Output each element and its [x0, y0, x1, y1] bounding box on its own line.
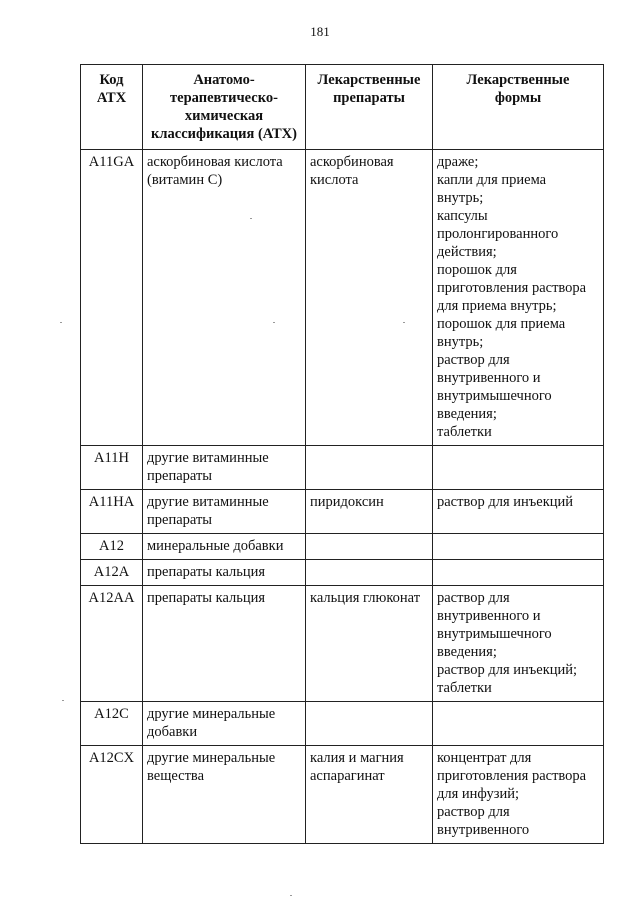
cell-text-line: другие минеральные [147, 706, 276, 722]
cell-text-line: добавки [147, 724, 198, 740]
cell-text-line: введения; [437, 406, 497, 422]
cell-text-line: калия и магния [310, 750, 404, 766]
cell-text-line: препараты [147, 468, 213, 484]
cell-text-line: кислота [310, 172, 359, 188]
cell-atc-code: A12A [81, 560, 143, 586]
cell-classification [143, 534, 306, 560]
cell-text-line: порошок для приема [437, 316, 566, 332]
cell-classification [143, 150, 306, 446]
cell-atc-code: A12C [81, 702, 143, 746]
table-row [81, 702, 604, 746]
cell-text-line: минеральные добавки [147, 538, 284, 554]
header-text-line: Анатомо- [193, 72, 255, 88]
cell-drug [306, 490, 433, 534]
cell-text-line: концентрат для [437, 750, 532, 766]
cell-drug [306, 560, 433, 586]
cell-text-line: действия; [437, 244, 497, 260]
table-row [81, 746, 604, 844]
cell-text-line: драже; [437, 154, 479, 170]
page-number: 181 [310, 24, 330, 39]
header-text-line: препараты [333, 90, 405, 106]
cell-text-line: для инфузий; [437, 786, 519, 802]
cell-dosage-forms [433, 702, 604, 746]
cell-drug [306, 534, 433, 560]
cell-text-line: вещества [147, 768, 205, 784]
header-text-line: Код [99, 72, 124, 88]
cell-text-line: препараты [147, 512, 213, 528]
cell-text-line: внутривенного [437, 822, 530, 838]
cell-text-line: приготовления раствора [437, 280, 587, 296]
cell-text-line: порошок для [437, 262, 517, 278]
cell-text-line: раствор для инъекций; [437, 662, 578, 678]
header-drugs [306, 65, 433, 150]
cell-text-line: внутрь; [437, 334, 484, 350]
cell-text-line: (витамин С) [147, 172, 223, 188]
cell-atc-code: A11HA [81, 490, 143, 534]
cell-drug [306, 150, 433, 446]
table-row [81, 490, 604, 534]
cell-text-line: раствор для [437, 590, 510, 606]
scan-speck [62, 700, 64, 701]
table-header-row [81, 65, 604, 150]
header-text-line: Лекарственные [466, 72, 570, 88]
cell-text-line: внутримышечного [437, 626, 552, 642]
cell-text-line: аскорбиновая кислота [147, 154, 283, 170]
cell-dosage-forms [433, 490, 604, 534]
header-text-line: классификация (АТХ) [151, 126, 297, 142]
table-row [81, 150, 604, 446]
cell-drug [306, 586, 433, 702]
cell-dosage-forms [433, 746, 604, 844]
header-atc-classification [143, 65, 306, 150]
cell-classification [143, 446, 306, 490]
cell-text-line: препараты кальция [147, 564, 266, 580]
cell-text-line: аскорбиновая [310, 154, 394, 170]
cell-text-line: внутривенного и [437, 608, 541, 624]
cell-text-line: для приема внутрь; [437, 298, 557, 314]
scan-speck [60, 322, 62, 323]
header-atc-code [81, 65, 143, 150]
header-text-line: Лекарственные [317, 72, 421, 88]
cell-classification [143, 702, 306, 746]
header-text-line: формы [494, 90, 542, 106]
cell-drug [306, 446, 433, 490]
cell-text-line: другие витаминные [147, 494, 269, 510]
table-row [81, 586, 604, 702]
cell-drug [306, 746, 433, 844]
table-row [81, 560, 604, 586]
cell-dosage-forms [433, 560, 604, 586]
cell-text-line: введения; [437, 644, 497, 660]
cell-text-line: капсулы [437, 208, 488, 224]
cell-atc-code: A12AA [81, 586, 143, 702]
cell-text-line: раствор для инъекций [437, 494, 574, 510]
scan-speck [250, 218, 252, 219]
cell-text-line: раствор для [437, 804, 510, 820]
table-row [81, 446, 604, 490]
cell-text-line: внутрь; [437, 190, 484, 206]
table-body [81, 150, 604, 844]
cell-atc-code: A12CX [81, 746, 143, 844]
cell-text-line: другие минеральные [147, 750, 276, 766]
cell-dosage-forms [433, 150, 604, 446]
cell-classification [143, 746, 306, 844]
cell-text-line: таблетки [437, 680, 492, 696]
cell-text-line: внутривенного и [437, 370, 541, 386]
scan-speck [273, 322, 275, 323]
cell-text-line: приготовления раствора [437, 768, 587, 784]
cell-text-line: пиридоксин [310, 494, 384, 510]
cell-text-line: раствор для [437, 352, 510, 368]
cell-text-line: пролонгированного [437, 226, 559, 242]
cell-classification [143, 560, 306, 586]
cell-text-line: капли для приема [437, 172, 547, 188]
cell-classification [143, 490, 306, 534]
header-text-line: химическая [184, 108, 264, 124]
cell-text-line: другие витаминные [147, 450, 269, 466]
scan-speck [403, 322, 405, 323]
cell-classification [143, 586, 306, 702]
cell-drug [306, 702, 433, 746]
cell-dosage-forms [433, 534, 604, 560]
atc-drug-table [80, 64, 604, 844]
scan-speck [290, 895, 292, 896]
cell-atc-code: A11GA [81, 150, 143, 446]
table-row [81, 534, 604, 560]
cell-text-line: внутримышечного [437, 388, 552, 404]
cell-text-line: кальция глюконат [310, 590, 421, 606]
cell-atc-code: A12 [81, 534, 143, 560]
header-text-line: терапевтическо- [170, 90, 278, 106]
cell-text-line: таблетки [437, 424, 492, 440]
cell-dosage-forms [433, 586, 604, 702]
cell-dosage-forms [433, 446, 604, 490]
header-dosage-forms [433, 65, 604, 150]
cell-text-line: аспарагинат [310, 768, 385, 784]
cell-text-line: препараты кальция [147, 590, 266, 606]
header-text-line: АТХ [96, 90, 127, 106]
cell-atc-code: A11H [81, 446, 143, 490]
